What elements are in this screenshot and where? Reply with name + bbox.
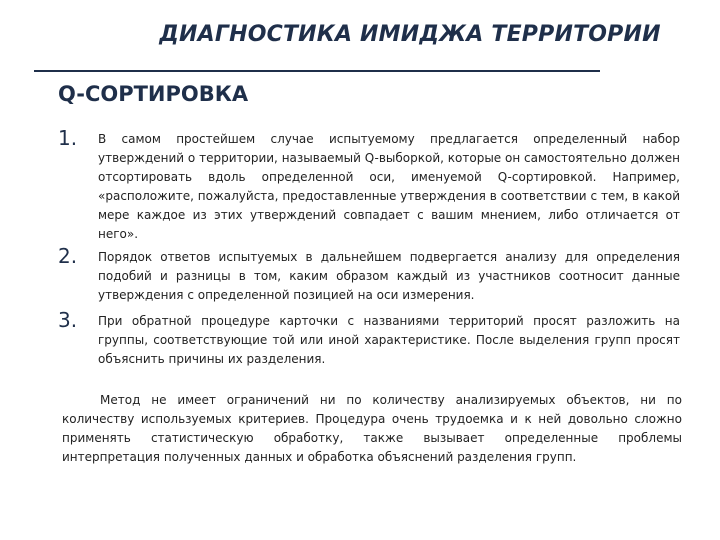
title-divider <box>34 70 600 72</box>
section-subtitle: Q-СОРТИРОВКА <box>58 82 249 106</box>
list-item-text: В самом простейшем случае испытуемому предлагается определенный набор утверждений о территории, называемый Q-выборкой, которые он самостоятельно должен отсортировать вдоль определенной оси, именуемой Q-сортировкой. Например, «расположите, пожалуйста, предоставленные утверждения в соответствии с тем, в какой мере каждое из этих утверждений совпадает с вашим мнением, либо отличается от него». <box>98 132 680 241</box>
list-item-number: 2. <box>58 244 78 268</box>
list-item-text: При обратной процедуре карточки с названиями территорий просят разложить на группы, соответствующие той или иной характеристике. После выделения групп просят объяснить причины их разделения. <box>98 314 680 366</box>
list-item-text: Порядок ответов испытуемых в дальнейшем подвергается анализу для определения подобий и разницы в том, каким образом каждый из участников соотносит данные утверждения с определенной позицией на оси измерения. <box>98 250 680 302</box>
list-item-number: 1. <box>58 126 78 150</box>
list-item-number: 3. <box>58 308 78 332</box>
method-paragraph: Метод не имеет ограничений ни по количеству анализируемых объектов, ни по количеству используемых критериев. Процедура очень трудоемка и к ней довольно сложно применять статистическую обработку, также вызывает определенные проблемы интерпретация полученных данных и обработка объяснений разделения групп. <box>62 393 682 464</box>
slide-title: ДИАГНОСТИКА ИМИДЖА ТЕРРИТОРИИ <box>159 22 661 47</box>
